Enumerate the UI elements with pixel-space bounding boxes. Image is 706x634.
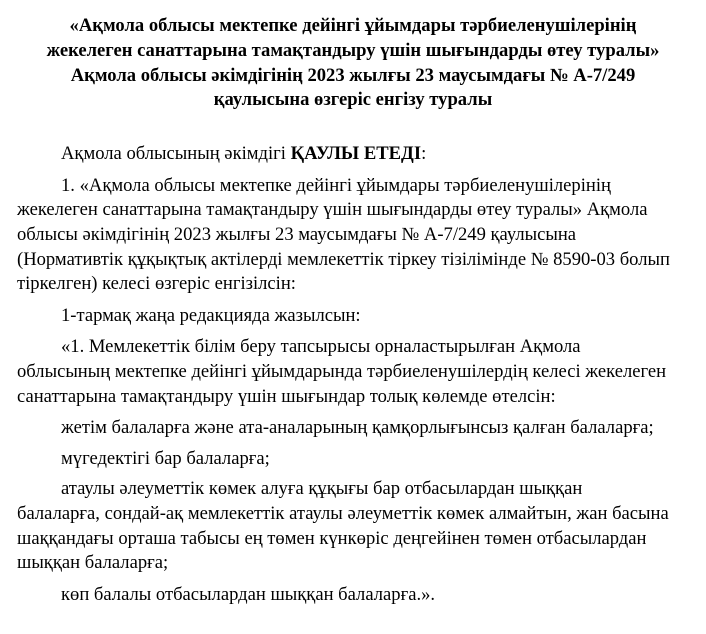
document-title	[17, 14, 689, 113]
paragraph-line: облысының мектепке дейінгі ұйымдарында тәрбиеленушілердің келесі жекелеген	[17, 360, 667, 382]
decree-paragraph	[17, 142, 689, 167]
paragraph-line: «1. Мемлекеттік білім беру тапсырысы орналастырылған Ақмола	[61, 336, 581, 358]
clause-1-paragraph	[17, 335, 689, 409]
decree-emphasis: ҚАУЛЫ ЕТЕДІ	[290, 143, 422, 165]
decree-lead: Ақмола облысының әкімдігі	[61, 143, 291, 165]
list-item-large-families: көп балалы отбасылардан шыққан балаларға.».	[61, 583, 436, 605]
paragraph-line: шаққандағы орташа табысы ең төмен күнкөріс деңгейінен төмен отбасылардан	[17, 527, 647, 549]
clause-intro-paragraph: 1-тармақ жаңа редакцияда жазылсын:	[61, 304, 361, 326]
paragraph-line: 1. «Ақмола облысы мектепке дейінгі ұйымдары тәрбиеленушілерінің	[61, 174, 611, 196]
title-line: қаулысына өзгеріс енгізу туралы	[213, 89, 493, 111]
list-item-social-assistance	[17, 477, 689, 575]
paragraph-line: тіркелген) келесі өзгеріс енгізілсін:	[17, 273, 296, 295]
title-line: Ақмола облысы әкімдігінің 2023 жылғы 23 маусымдағы № А-7/249	[70, 64, 636, 86]
title-line: жекелеген санаттарына тамақтандыру үшін шығындарды өтеу туралы»	[46, 39, 660, 61]
paragraph-line: атаулы әлеуметтік көмек алуға құқығы бар отбасылардан шыққан	[61, 478, 583, 500]
paragraph-line: шыққан балаларға;	[17, 552, 169, 574]
title-line: «Ақмола облысы мектепке дейінгі ұйымдары тәрбиеленушілерінің	[69, 15, 637, 36]
document-body	[17, 142, 689, 607]
list-item-orphans: жетім балаларға және ата-аналарының қамқорлығынсыз қалған балаларға;	[61, 417, 654, 439]
document	[17, 14, 689, 614]
paragraph-line: (Нормативтік құқықтық актілерді мемлекеттік тіркеу тізілімінде № 8590-03 болып	[17, 248, 670, 270]
paragraph-line: жекелеген санаттарына тамақтандыру үшін шығындарды өтеу туралы» Ақмола	[17, 199, 648, 221]
paragraph-line: облысы әкімдігінің 2023 жылғы 23 маусымдағы № А-7/249 қаулысына	[17, 223, 577, 245]
decree-tail: :	[421, 143, 427, 165]
paragraph-line: санаттарына тамақтандыру үшін шығындар толық көлемде өтелсін:	[17, 385, 556, 407]
paragraph-line: балаларға, сондай-ақ мемлекеттік атаулы әлеуметтік көмек алмайтын, жан басына	[17, 502, 669, 524]
list-item-disabled: мүгедектігі бар балаларға;	[61, 447, 270, 469]
item-1-paragraph	[17, 174, 689, 297]
